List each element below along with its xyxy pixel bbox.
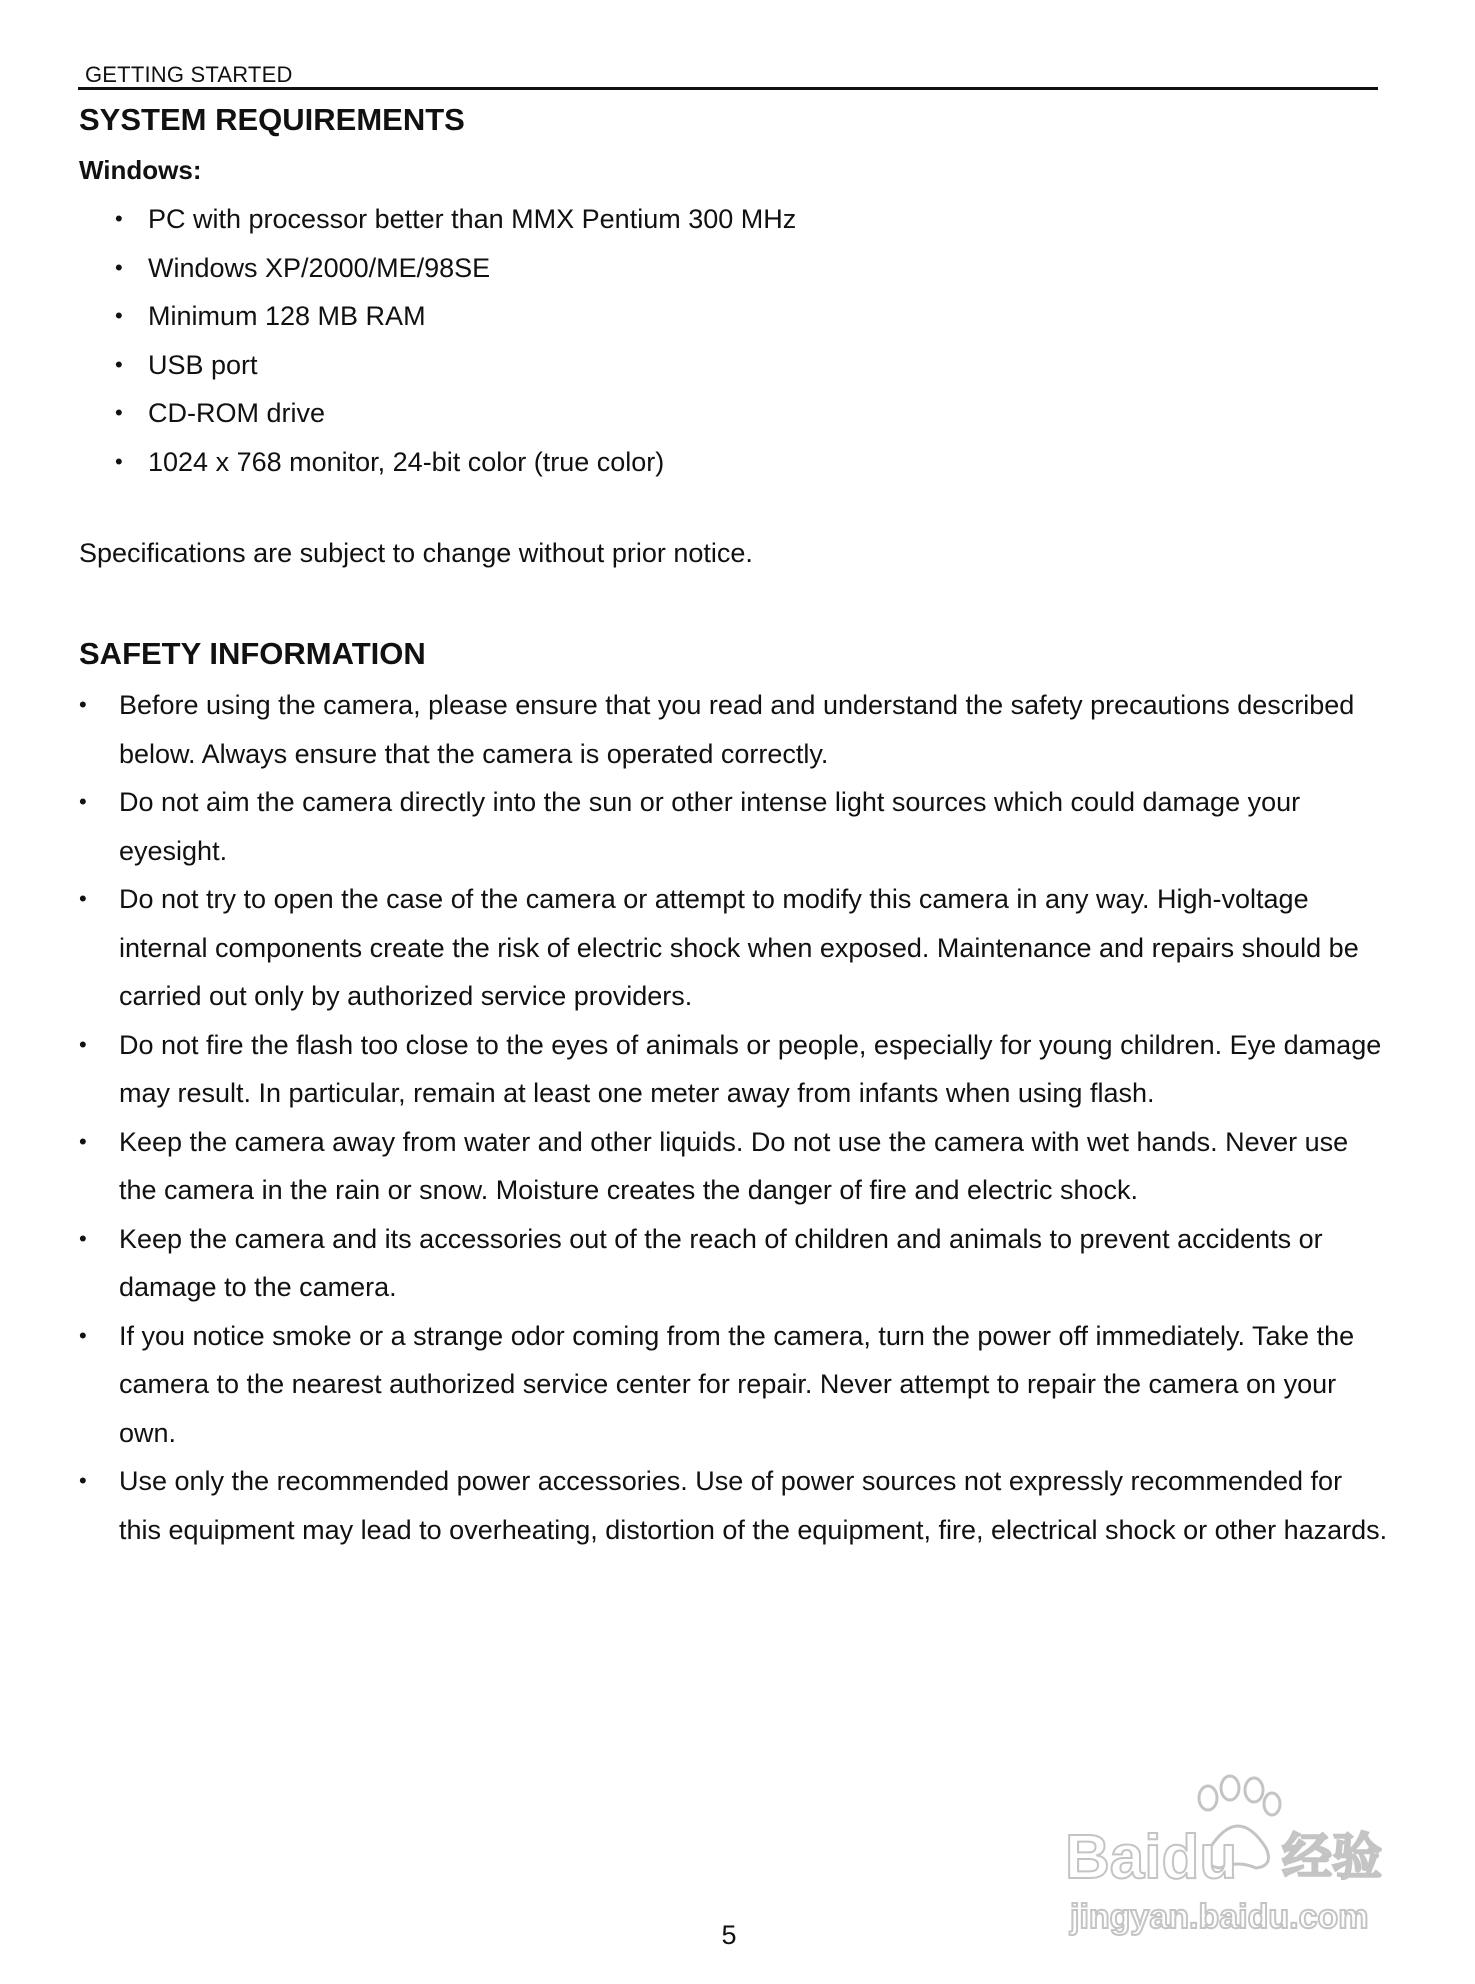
bullet-icon: • bbox=[115, 303, 123, 328]
safety-item bbox=[79, 1118, 1389, 1215]
running-header: GETTING STARTED bbox=[85, 62, 293, 87]
safety-text: Keep the camera away from water and other liquids. Do not use the camera with wet hands. Never use the camera in the rain or snow. Moisture creates the danger of fire and electric shock. bbox=[119, 1126, 1349, 1205]
bullet-icon: • bbox=[115, 254, 123, 280]
bullet-icon: • bbox=[115, 448, 123, 474]
bullet-icon: • bbox=[79, 1322, 87, 1348]
watermark-brand-cn: 经验 bbox=[1282, 1829, 1382, 1885]
requirement-item bbox=[115, 195, 796, 244]
bullet-icon: • bbox=[115, 206, 123, 231]
safety-item bbox=[79, 1021, 1389, 1118]
safety-item bbox=[79, 1215, 1389, 1312]
safety-text: Do not try to open the case of the camera or attempt to modify this camera in any way. High-voltage internal components create the risk of electric shock when exposed. Maintenance and repairs should be carried out only by authorized service providers. bbox=[119, 884, 1359, 1011]
bullet-icon: • bbox=[79, 789, 87, 814]
safety-item bbox=[79, 875, 1389, 1021]
watermark-url: jingyan.baidu.com bbox=[1070, 1898, 1369, 1936]
requirement-item bbox=[115, 438, 796, 487]
bullet-icon: • bbox=[79, 692, 87, 717]
bullet-icon: • bbox=[115, 400, 123, 425]
requirement-text: Minimum 128 MB RAM bbox=[148, 301, 426, 331]
safety-text: Do not aim the camera directly into the sun or other intense light sources which could damage your eyesight. bbox=[119, 787, 1301, 866]
requirement-item bbox=[115, 341, 796, 390]
safety-item bbox=[79, 1312, 1389, 1458]
requirement-text: PC with processor better than MMX Pentium 300 MHz bbox=[148, 204, 797, 234]
requirement-item bbox=[115, 244, 796, 293]
watermark-brand: Baidu bbox=[1065, 1823, 1238, 1892]
specifications-note: Specifications are subject to change without prior notice. bbox=[79, 538, 753, 568]
requirement-item bbox=[115, 389, 796, 438]
section-title-safety-information: SAFETY INFORMATION bbox=[79, 636, 426, 671]
requirement-text: CD-ROM drive bbox=[148, 398, 326, 428]
requirement-text: 1024 x 768 monitor, 24-bit color (true color) bbox=[148, 446, 665, 477]
safety-text: If you notice smoke or a strange odor coming from the camera, turn the power off immediately. Take the camera to the nearest authorized service center for repair. Never attempt to repair the camera on your own. bbox=[119, 1320, 1355, 1448]
bullet-icon: • bbox=[79, 886, 87, 911]
header-rule bbox=[78, 87, 1378, 90]
bullet-icon: • bbox=[79, 1468, 87, 1493]
safety-text: Use only the recommended power accessories. Use of power sources not expressly recommended for this equipment may lead to overheating, distortion of the equipment, fire, electrical shock or other hazards. bbox=[119, 1466, 1388, 1545]
safety-text: Do not fire the flash too close to the eyes of animals or people, especially for young children. Eye damage may result. In particular, remain at least one meter away from infants when using flash. bbox=[119, 1029, 1382, 1108]
bullet-icon: • bbox=[79, 1128, 87, 1154]
baidu-jingyan-watermark bbox=[1060, 1770, 1410, 1940]
safety-text: Keep the camera and its accessories out of the reach of children and animals to prevent accidents or damage to the camera. bbox=[119, 1223, 1323, 1302]
bullet-icon: • bbox=[79, 1225, 87, 1251]
safety-item bbox=[79, 778, 1389, 875]
page-number: 5 bbox=[721, 1920, 737, 1950]
requirements-list bbox=[115, 195, 796, 486]
safety-text: Before using the camera, please ensure that you read and understand the safety precautions described below. Always ensure that the camera is operated correctly. bbox=[119, 690, 1355, 769]
safety-item bbox=[79, 681, 1389, 778]
requirement-text: USB port bbox=[148, 349, 258, 380]
bullet-icon: • bbox=[79, 1031, 87, 1057]
requirement-item bbox=[115, 292, 796, 341]
bullet-icon: • bbox=[115, 351, 123, 377]
requirement-text: Windows XP/2000/ME/98SE bbox=[148, 252, 491, 283]
platform-subheading: Windows: bbox=[79, 155, 202, 185]
safety-list bbox=[79, 681, 1389, 1554]
section-title-system-requirements: SYSTEM REQUIREMENTS bbox=[79, 102, 465, 137]
safety-item bbox=[79, 1457, 1389, 1554]
